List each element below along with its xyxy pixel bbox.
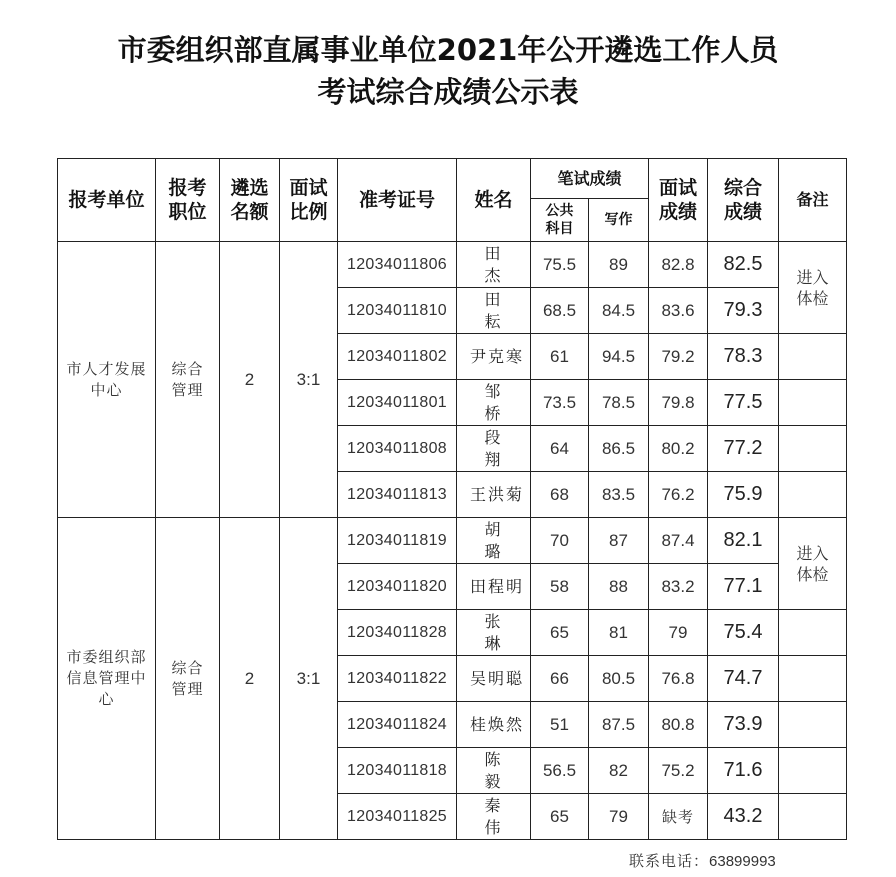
remark-empty-cell <box>779 702 847 748</box>
table-body <box>58 242 847 840</box>
name-cell: 王洪菊 <box>457 472 531 518</box>
name-cell: 胡璐 <box>457 518 531 564</box>
header-position: 报考职位 <box>156 159 220 242</box>
exam-id-cell: 12034011822 <box>338 656 457 702</box>
contact-phone: 63899993 <box>709 853 776 870</box>
name-cell: 田程明 <box>457 564 531 610</box>
writing-score-cell: 87 <box>589 518 649 564</box>
total-score-cell: 43.2 <box>708 794 779 840</box>
remark-empty-cell <box>779 472 847 518</box>
name-cell: 陈毅 <box>457 748 531 794</box>
remark-empty-cell <box>779 656 847 702</box>
exam-id-cell: 12034011802 <box>338 334 457 380</box>
total-score-cell: 75.4 <box>708 610 779 656</box>
table-row <box>58 518 847 564</box>
header-remark: 备注 <box>779 159 847 242</box>
remark-empty-cell <box>779 334 847 380</box>
exam-id-cell: 12034011825 <box>338 794 457 840</box>
writing-score-cell: 78.5 <box>589 380 649 426</box>
total-score-cell: 77.1 <box>708 564 779 610</box>
interview-score-cell: 80.2 <box>649 426 708 472</box>
public-score-cell: 75.5 <box>531 242 589 288</box>
name-cell: 张琳 <box>457 610 531 656</box>
total-score-cell: 77.5 <box>708 380 779 426</box>
exam-id-cell: 12034011818 <box>338 748 457 794</box>
page-title: 市委组织部直属事业单位2021年公开遴选工作人员 <box>117 33 779 67</box>
writing-score-cell: 86.5 <box>589 426 649 472</box>
unit-cell: 市人才发展中心 <box>58 242 156 518</box>
header-interview: 面试成绩 <box>649 159 708 242</box>
writing-score-cell: 88 <box>589 564 649 610</box>
public-score-cell: 70 <box>531 518 589 564</box>
writing-score-cell: 80.5 <box>589 656 649 702</box>
position-cell: 综合管理 <box>156 518 220 840</box>
score-table <box>57 158 847 840</box>
quota-cell: 2 <box>220 518 280 840</box>
writing-score-cell: 89 <box>589 242 649 288</box>
interview-score-cell: 83.6 <box>649 288 708 334</box>
public-score-cell: 66 <box>531 656 589 702</box>
public-score-cell: 68 <box>531 472 589 518</box>
remark-empty-cell <box>779 380 847 426</box>
interview-score-cell: 79.8 <box>649 380 708 426</box>
remark-empty-cell <box>779 794 847 840</box>
unit-cell: 市委组织部信息管理中心 <box>58 518 156 840</box>
page-subtitle: 考试综合成绩公示表 <box>317 75 579 109</box>
contact-footer <box>629 850 776 871</box>
exam-id-cell: 12034011828 <box>338 610 457 656</box>
public-score-cell: 58 <box>531 564 589 610</box>
name-cell: 段翔 <box>457 426 531 472</box>
interview-score-cell: 76.8 <box>649 656 708 702</box>
name-cell: 吴明聪 <box>457 656 531 702</box>
interview-score-cell: 82.8 <box>649 242 708 288</box>
writing-score-cell: 94.5 <box>589 334 649 380</box>
total-score-cell: 82.5 <box>708 242 779 288</box>
exam-id-cell: 12034011806 <box>338 242 457 288</box>
writing-score-cell: 79 <box>589 794 649 840</box>
writing-score-cell: 81 <box>589 610 649 656</box>
header-exam-id: 准考证号 <box>338 159 457 242</box>
interview-score-cell: 75.2 <box>649 748 708 794</box>
exam-id-cell: 12034011820 <box>338 564 457 610</box>
interview-score-cell: 83.2 <box>649 564 708 610</box>
name-cell: 尹克寒 <box>457 334 531 380</box>
total-score-cell: 82.1 <box>708 518 779 564</box>
quota-cell: 2 <box>220 242 280 518</box>
interview-score-cell: 76.2 <box>649 472 708 518</box>
public-score-cell: 51 <box>531 702 589 748</box>
header-total: 综合成绩 <box>708 159 779 242</box>
table-row <box>58 242 847 288</box>
public-score-cell: 68.5 <box>531 288 589 334</box>
public-score-cell: 65 <box>531 794 589 840</box>
interview-score-cell: 87.4 <box>649 518 708 564</box>
public-score-cell: 56.5 <box>531 748 589 794</box>
writing-score-cell: 83.5 <box>589 472 649 518</box>
interview-score-cell: 缺考 <box>649 794 708 840</box>
total-score-cell: 73.9 <box>708 702 779 748</box>
position-cell: 综合管理 <box>156 242 220 518</box>
remark-empty-cell <box>779 748 847 794</box>
header-row <box>58 159 847 199</box>
header-written: 笔试成绩 <box>531 159 649 199</box>
interview-score-cell: 80.8 <box>649 702 708 748</box>
name-cell: 田耘 <box>457 288 531 334</box>
exam-id-cell: 12034011808 <box>338 426 457 472</box>
exam-id-cell: 12034011813 <box>338 472 457 518</box>
ratio-cell: 3:1 <box>280 518 338 840</box>
public-score-cell: 73.5 <box>531 380 589 426</box>
name-cell: 邹桥 <box>457 380 531 426</box>
interview-score-cell: 79.2 <box>649 334 708 380</box>
public-score-cell: 65 <box>531 610 589 656</box>
total-score-cell: 79.3 <box>708 288 779 334</box>
remark-empty-cell <box>779 426 847 472</box>
header-name: 姓名 <box>457 159 531 242</box>
exam-id-cell: 12034011819 <box>338 518 457 564</box>
name-cell: 田杰 <box>457 242 531 288</box>
contact-label: 联系电话： <box>629 852 710 870</box>
writing-score-cell: 82 <box>589 748 649 794</box>
header-quota: 遴选名额 <box>220 159 280 242</box>
total-score-cell: 74.7 <box>708 656 779 702</box>
public-score-cell: 61 <box>531 334 589 380</box>
total-score-cell: 78.3 <box>708 334 779 380</box>
name-cell: 桂焕然 <box>457 702 531 748</box>
ratio-cell: 3:1 <box>280 242 338 518</box>
interview-score-cell: 79 <box>649 610 708 656</box>
writing-score-cell: 87.5 <box>589 702 649 748</box>
remark-cell: 进入体检 <box>779 518 847 610</box>
header-unit: 报考单位 <box>58 159 156 242</box>
name-cell: 秦伟 <box>457 794 531 840</box>
header-public: 公共科目 <box>531 199 589 242</box>
header-ratio: 面试比例 <box>280 159 338 242</box>
remark-empty-cell <box>779 610 847 656</box>
total-score-cell: 77.2 <box>708 426 779 472</box>
exam-id-cell: 12034011824 <box>338 702 457 748</box>
header-writing: 写作 <box>589 199 649 242</box>
exam-id-cell: 12034011801 <box>338 380 457 426</box>
total-score-cell: 71.6 <box>708 748 779 794</box>
exam-id-cell: 12034011810 <box>338 288 457 334</box>
remark-cell: 进入体检 <box>779 242 847 334</box>
public-score-cell: 64 <box>531 426 589 472</box>
total-score-cell: 75.9 <box>708 472 779 518</box>
writing-score-cell: 84.5 <box>589 288 649 334</box>
